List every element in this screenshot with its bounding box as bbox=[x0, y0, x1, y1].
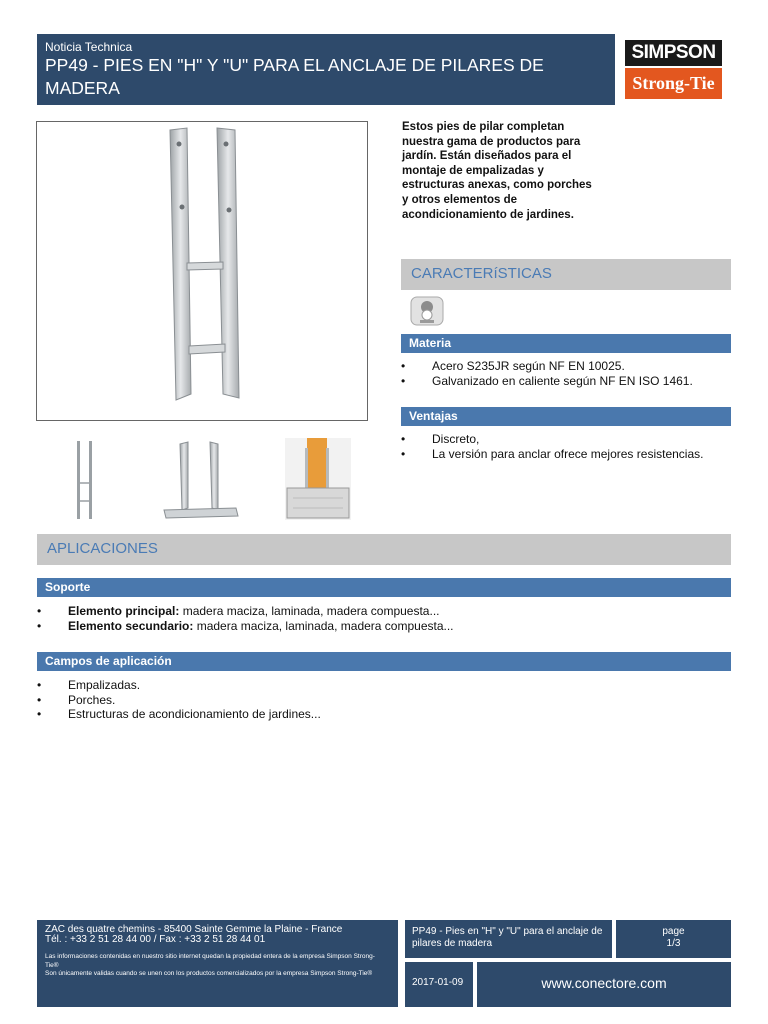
thumbnail-u-version[interactable] bbox=[160, 438, 240, 520]
section-aplicaciones bbox=[37, 534, 731, 565]
list-item-label: Elemento principal: bbox=[68, 604, 180, 618]
subsection-materia-title: Materia bbox=[409, 336, 452, 350]
brand-logo-strongtie: Strong-Tie bbox=[625, 68, 722, 99]
subsection-soporte-title: Soporte bbox=[45, 580, 91, 594]
footer-legal-line: Son únicamente validas cuando se unen con los productos comercializados por la empresa Simpson Strong-Tie® bbox=[45, 970, 373, 978]
weather-resistant-icon bbox=[410, 296, 444, 326]
document-type: Noticia Technica bbox=[45, 40, 133, 54]
list-item bbox=[37, 604, 731, 619]
list-item: • Galvanizado en caliente según NF EN ISO 1461. bbox=[401, 374, 731, 389]
subsection-campos-title: Campos de aplicación bbox=[45, 654, 172, 668]
section-caracteristicas bbox=[401, 259, 731, 290]
thumbnail-installed[interactable] bbox=[285, 438, 351, 520]
list-item: • Empalizadas. bbox=[37, 678, 731, 693]
list-item: • La versión para anclar ofrece mejores resistencias. bbox=[401, 447, 731, 462]
subsection-materia bbox=[401, 334, 731, 353]
list-item: • Discreto, bbox=[401, 432, 731, 447]
subsection-ventajas bbox=[401, 407, 731, 426]
page-title: PP49 - PIES EN "H" Y "U" PARA EL ANCLAJE DE PILARES DE MADERA bbox=[45, 55, 544, 98]
subsection-soporte bbox=[37, 578, 731, 597]
list-item-text: madera maciza, laminada, madera compuesta... bbox=[193, 618, 454, 633]
footer-page-box bbox=[616, 920, 731, 958]
footer-address bbox=[45, 925, 342, 945]
footer-legal bbox=[45, 953, 385, 979]
soporte-list bbox=[37, 604, 731, 633]
materia-list bbox=[401, 359, 731, 388]
footer-doc-title bbox=[405, 920, 612, 958]
thumbnail-h-version[interactable] bbox=[60, 438, 110, 520]
footer-page-number: 1/3 bbox=[666, 938, 681, 949]
list-item-label: Elemento secundario: bbox=[68, 618, 194, 633]
product-main-image bbox=[36, 121, 368, 421]
list-item: • Estructuras de acondicionamiento de jardines... bbox=[37, 707, 731, 722]
list-item: • Porches. bbox=[37, 693, 731, 708]
header-banner bbox=[37, 34, 615, 105]
footer-page-label: page bbox=[662, 926, 685, 937]
section-aplicaciones-title: APLICACIONES bbox=[47, 540, 158, 557]
footer-address-line: ZAC des quatre chemins - 85400 Sainte Gemme la Plaine - France bbox=[45, 924, 343, 935]
intro-text: Estos pies de pilar completan nuestra gama de productos para jardín. Están diseñados para el montaje de empalizadas y estructuras anexas, como porches y otros elementos de acondicionamiento de jardines. bbox=[402, 121, 592, 221]
campos-list bbox=[37, 678, 731, 722]
list-item-text: madera maciza, laminada, madera compuesta... bbox=[179, 604, 440, 618]
subsection-ventajas-title: Ventajas bbox=[409, 409, 458, 423]
footer-website-link[interactable]: www.conectore.com bbox=[541, 975, 667, 991]
section-caracteristicas-title: CARACTERíSTICAS bbox=[411, 265, 552, 282]
ventajas-list bbox=[401, 432, 731, 461]
footer-date: 2017-01-09 bbox=[412, 977, 464, 988]
footer-website-box[interactable] bbox=[477, 962, 731, 1007]
footer-date-box bbox=[405, 962, 473, 1007]
list-item: • Acero S235JR según NF EN 10025. bbox=[401, 359, 731, 374]
footer-company-info bbox=[37, 920, 398, 1007]
list-item bbox=[37, 619, 731, 634]
footer-phone-fax: Tél. : +33 2 51 28 44 00 / Fax : +33 2 51 28 44 01 bbox=[45, 934, 266, 945]
footer-legal-line: Las informaciones contenidas en nuestro sitio internet quedan la propiedad entera de la empresa Simpson Strong-Tie® bbox=[45, 953, 375, 969]
footer-doc-title-text: PP49 - Pies en "H" y "U" para el anclaje de pilares de madera bbox=[412, 926, 603, 949]
h-post-base-illustration bbox=[37, 122, 367, 420]
subsection-campos bbox=[37, 652, 731, 671]
brand-logo-simpson: SIMPSON bbox=[625, 40, 722, 66]
